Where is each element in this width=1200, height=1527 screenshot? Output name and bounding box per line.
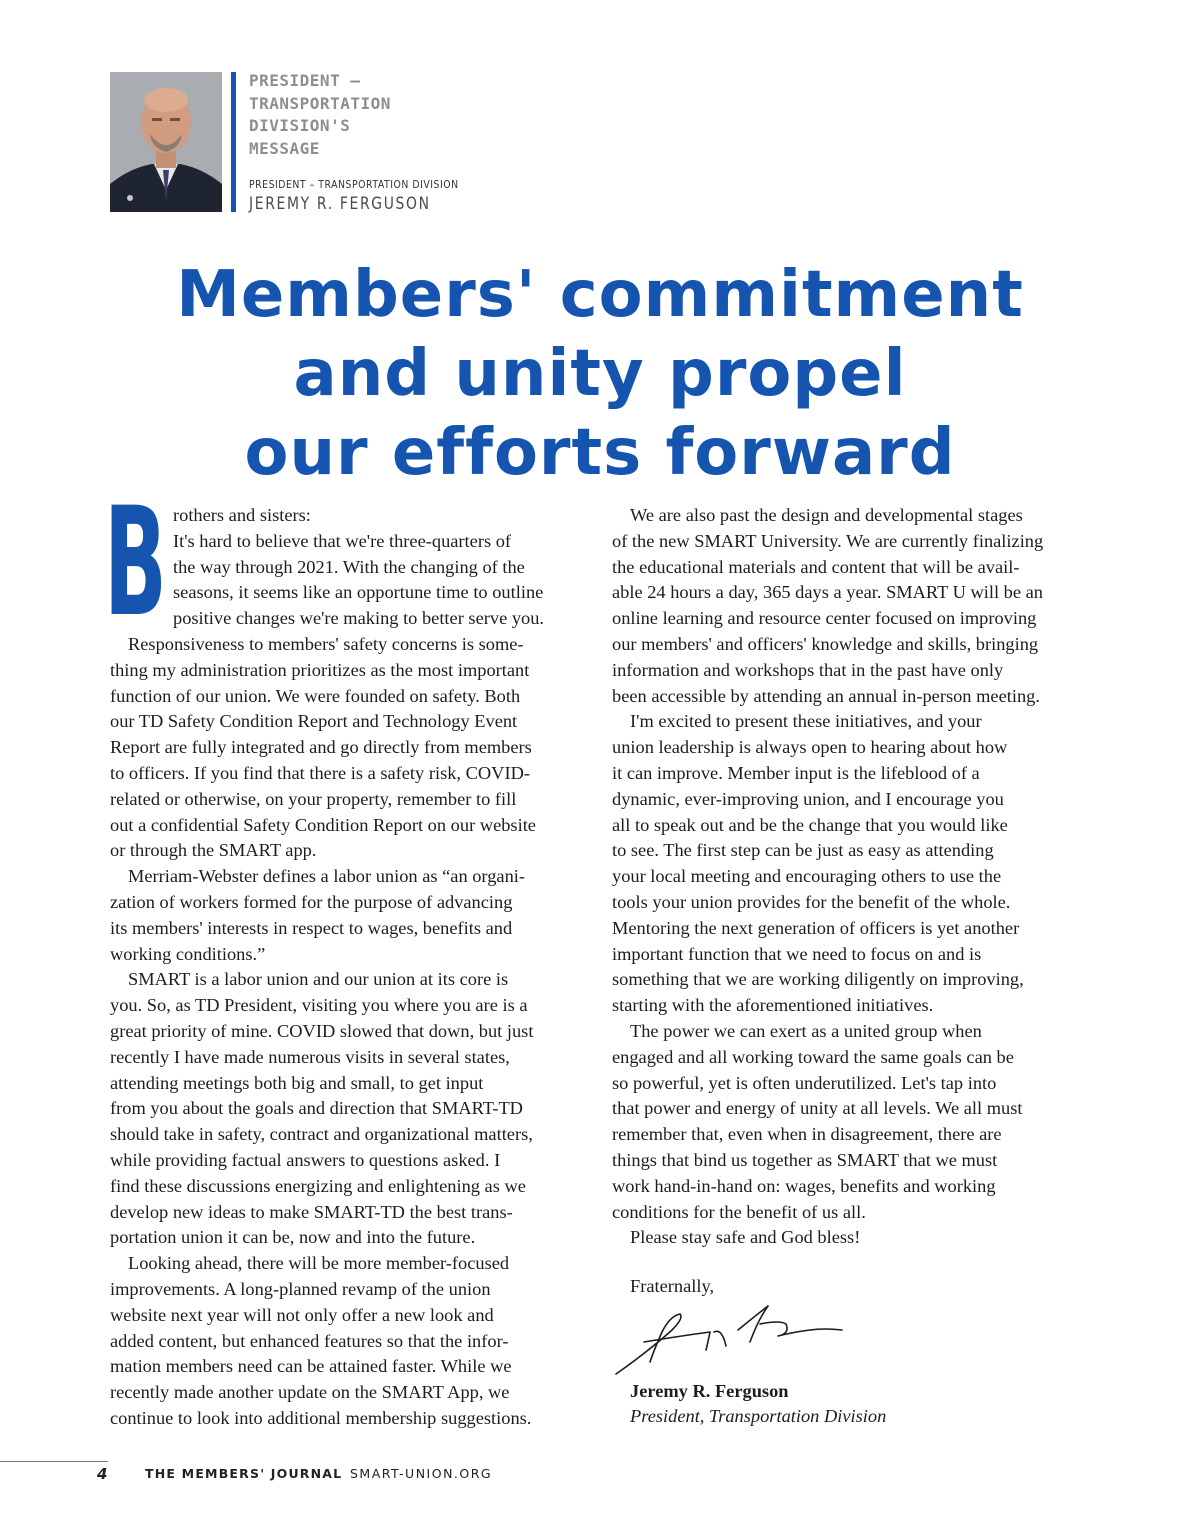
department-line: PRESIDENT – <box>249 71 361 90</box>
headline-line: and unity propel <box>293 337 907 411</box>
article-line: to officers. If you find that there is a safety risk, COVID- <box>110 762 530 783</box>
department-line: DIVISION'S <box>249 116 351 135</box>
article-column-left <box>110 503 590 1432</box>
article-line: Responsiveness to members' safety concerns is some- <box>128 633 524 654</box>
article-line: from you about the goals and direction that SMART-TD <box>110 1098 523 1119</box>
author-photo <box>110 72 222 212</box>
article-line: Looking ahead, there will be more member-focused <box>128 1253 510 1274</box>
article-line: rothers and sisters: <box>173 505 311 525</box>
closing-salutation: Fraternally, <box>630 1276 715 1296</box>
article-line: mation members need can be attained faster. While we <box>110 1356 512 1377</box>
article-line: Merriam-Webster defines a labor union as “an organi- <box>128 866 526 887</box>
article-line: of the new SMART University. We are currently finalizing <box>612 530 1044 551</box>
article-line: improvements. A long-planned revamp of the union <box>110 1278 491 1299</box>
department-line: TRANSPORTATION <box>249 93 391 113</box>
article-line: conditions for the benefit of us all. <box>612 1201 866 1222</box>
article-line: starting with the aforementioned initiatives. <box>612 995 934 1016</box>
article-line: I'm excited to present these initiatives, and your <box>630 711 982 732</box>
footer-rule <box>0 1461 108 1462</box>
article-line: find these discussions energizing and enlightening as we <box>110 1175 526 1196</box>
article-line: engaged and all working toward the same goals can be <box>612 1046 1014 1067</box>
article-line: you. So, as TD President, visiting you where you are is a <box>110 995 528 1016</box>
article-line: been accessible by attending an annual in-person meeting. <box>612 685 1040 706</box>
article-line: our TD Safety Condition Report and Technology Event <box>110 711 518 732</box>
article-line: develop new ideas to make SMART-TD the best trans- <box>110 1201 513 1222</box>
signature-image <box>610 1302 850 1382</box>
article-line: Mentoring the next generation of officers is yet another <box>612 917 1020 938</box>
article-line: added content, but enhanced features so that the infor- <box>110 1330 509 1351</box>
author-role: PRESIDENT – TRANSPORTATION DIVISION <box>249 178 459 191</box>
department-heading <box>249 70 489 160</box>
article-line: seasons, it seems like an opportune time to outline <box>173 582 544 603</box>
article-line: important function that we need to focus on and is <box>612 943 982 964</box>
article-line: out a confidential Safety Condition Report on our website <box>110 814 536 835</box>
article-line: recently I have made numerous visits in several states, <box>110 1046 510 1067</box>
article-line: positive changes we're making to better serve you. <box>173 608 545 629</box>
article-line: information and workshops that in the past have only <box>612 659 1004 680</box>
article-line: online learning and resource center focused on improving <box>612 608 1037 629</box>
article-line: so powerful, yet is often underutilized. Let's tap into <box>612 1072 997 1093</box>
header-accent-rule <box>231 72 236 212</box>
article-line: website next year will not only offer a new look and <box>110 1304 494 1325</box>
article-line: tools your union provides for the benefit of the whole. <box>612 891 1011 912</box>
signer-name: Jeremy R. Ferguson <box>630 1381 789 1401</box>
article-line: the educational materials and content that will be avail- <box>612 556 1020 577</box>
article-line: your local meeting and encouraging others to use the <box>612 866 1002 887</box>
article-line: something that we are working diligently on improving, <box>612 969 1024 990</box>
article-line: working conditions.” <box>110 943 266 964</box>
article-line: work hand-in-hand on: wages, benefits and working <box>612 1175 996 1196</box>
article-line: union leadership is always open to hearing about how <box>612 737 1008 758</box>
article-line: Report are fully integrated and go directly from members <box>110 737 532 758</box>
article-line: while providing factual answers to questions asked. I <box>110 1149 501 1170</box>
article-line: We are also past the design and developmental stages <box>630 505 1023 525</box>
article-line: our members' and officers' knowledge and skills, bringing <box>612 633 1039 654</box>
author-name: JEREMY R. FERGUSON <box>249 194 431 214</box>
article-line: able 24 hours a day, 365 days a year. SMART U will be an <box>612 582 1043 603</box>
article-line: remember that, even when in disagreement, there are <box>612 1124 1002 1145</box>
signer-title: President, Transportation Division <box>630 1406 887 1426</box>
article-line: related or otherwise, on your property, remember to fill <box>110 788 517 809</box>
article-line: continue to look into additional membership suggestions. <box>110 1407 532 1428</box>
article-line: to see. The first step can be just as easy as attending <box>612 840 994 861</box>
article-line: Please stay safe and God bless! <box>630 1227 861 1248</box>
article-line: it can improve. Member input is the lifeblood of a <box>612 762 980 783</box>
article-line: that power and energy of unity at all levels. We all must <box>612 1098 1023 1119</box>
article-line: function of our union. We were founded on safety. Both <box>110 685 521 706</box>
headline-line: our efforts forward <box>244 416 956 490</box>
article-line: great priority of mine. COVID slowed that down, but just <box>110 1020 534 1041</box>
article-line: The power we can exert as a united group when <box>630 1020 982 1041</box>
article-line: recently made another update on the SMART App, we <box>110 1382 510 1403</box>
article-line: things that bind us together as SMART that we must <box>612 1149 998 1170</box>
headline-line: Members' commitment <box>176 258 1024 332</box>
article-line: all to speak out and be the change that you would like <box>612 814 1008 835</box>
page-number: 4 <box>97 1465 108 1483</box>
article-line: It's hard to believe that we're three-quarters of <box>173 530 512 551</box>
article-line: should take in safety, contract and organizational matters, <box>110 1124 533 1145</box>
website-url: SMART-UNION.ORG <box>350 1466 493 1481</box>
article-column-right <box>612 503 1092 1251</box>
article-line: or through the SMART app. <box>110 840 317 861</box>
article-line: thing my administration prioritizes as the most important <box>110 659 530 680</box>
department-line: MESSAGE <box>249 138 320 158</box>
article-line: zation of workers formed for the purpose of advancing <box>110 891 513 912</box>
article-line: attending meetings both big and small, to get input <box>110 1072 484 1093</box>
article-line: portation union it can be, now and into the future. <box>110 1227 476 1248</box>
article-headline <box>0 256 1200 493</box>
article-line: SMART is a labor union and our union at its core is <box>128 969 509 990</box>
article-line: dynamic, ever-improving union, and I encourage you <box>612 788 1004 809</box>
drop-cap: B <box>104 476 167 650</box>
article-line: its members' interests in respect to wages, benefits and <box>110 917 513 938</box>
publication-name: THE MEMBERS' JOURNAL <box>145 1466 343 1481</box>
article-line: the way through 2021. With the changing of the <box>173 556 525 577</box>
